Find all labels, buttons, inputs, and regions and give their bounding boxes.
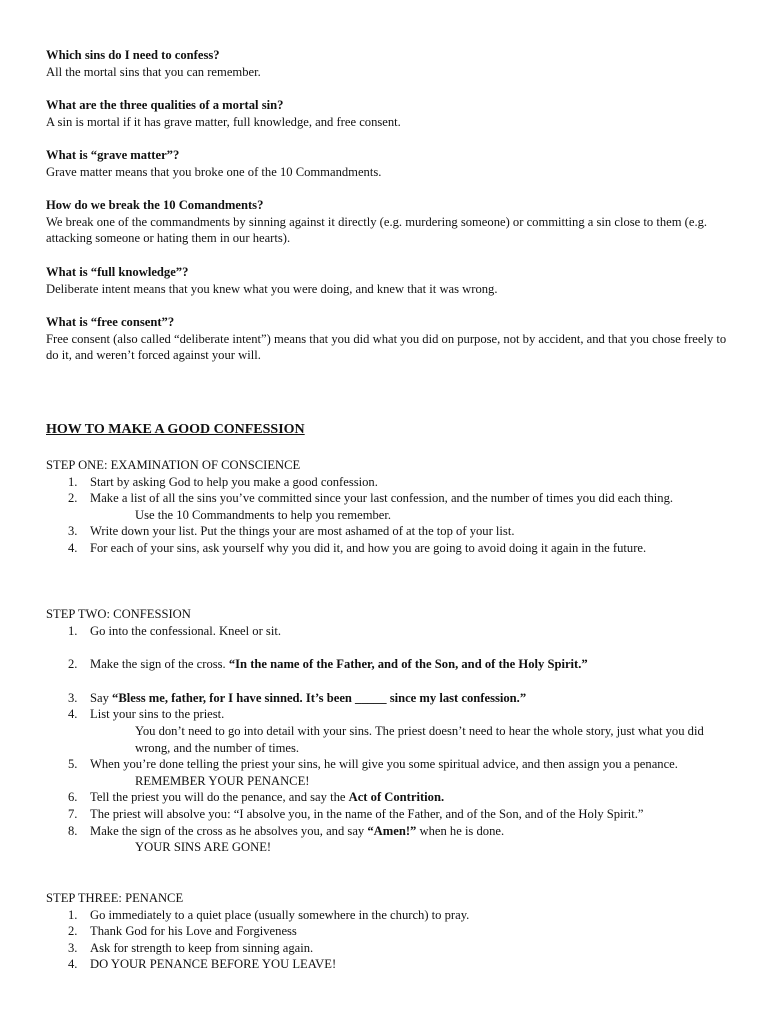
list-number: 4. bbox=[68, 957, 78, 972]
list-number: 2. bbox=[68, 657, 78, 672]
list-number: 4. bbox=[68, 540, 78, 555]
list-item bbox=[46, 474, 736, 491]
list-item-text: Make the sign of the cross. bbox=[90, 657, 229, 672]
list-item-bold-text: Act of Contrition. bbox=[348, 790, 445, 805]
step-list bbox=[46, 474, 736, 557]
list-item-bold-text: “Amen!” bbox=[367, 823, 417, 838]
list-item bbox=[46, 756, 736, 789]
list-item-subtext: YOUR SINS ARE GONE! bbox=[135, 840, 272, 855]
list-number: 8. bbox=[68, 823, 78, 838]
list-item bbox=[46, 690, 736, 707]
list-item bbox=[46, 806, 736, 823]
faq-answer: All the mortal sins that you can remember. bbox=[46, 64, 261, 79]
step-one-section bbox=[46, 457, 736, 557]
faq-item bbox=[46, 314, 736, 364]
faq-question: Which sins do I need to confess? bbox=[46, 48, 220, 62]
list-item-text: Make a list of all the sins you’ve committed since your last confession, and the number of times you did each thing. bbox=[90, 491, 674, 506]
list-item-subtext: You don’t need to go into detail with your sins. The priest doesn’t need to hear the whole story, just what you did wrong, and the number of times. bbox=[135, 723, 704, 755]
list-item bbox=[46, 789, 736, 806]
list-item-text: Make the sign of the cross as he absolves you, and say bbox=[90, 823, 368, 838]
list-item bbox=[46, 907, 736, 924]
list-item-text: DO YOUR PENANCE BEFORE YOU LEAVE! bbox=[90, 957, 337, 972]
list-item-text: Go into the confessional. Kneel or sit. bbox=[90, 623, 281, 638]
list-item-bold-text: “Bless me, father, for I have sinned. It’s been _____ since my last confession.” bbox=[112, 690, 527, 705]
list-number: 3. bbox=[68, 940, 78, 955]
list-item-bold-text: “In the name of the Father, and of the Son, and of the Holy Spirit.” bbox=[228, 657, 588, 672]
list-item-text: List your sins to the priest. bbox=[90, 707, 225, 722]
faq-question: What is “full knowledge”? bbox=[46, 265, 189, 279]
list-item-subtext: REMEMBER YOUR PENANCE! bbox=[135, 773, 310, 788]
list-item bbox=[46, 523, 736, 540]
list-number: 2. bbox=[68, 924, 78, 939]
step-list bbox=[46, 623, 736, 856]
list-item-text: Start by asking God to help you make a good confession. bbox=[90, 474, 378, 489]
step-two-section bbox=[46, 606, 736, 856]
list-item bbox=[46, 823, 736, 856]
list-item-subtext: Use the 10 Commandments to help you remember. bbox=[135, 507, 392, 522]
list-number: 1. bbox=[68, 623, 78, 638]
faq-item bbox=[46, 47, 736, 80]
faq-item bbox=[46, 147, 736, 180]
list-number: 7. bbox=[68, 806, 78, 821]
list-item-text: Say bbox=[90, 690, 113, 705]
list-item-text: Write down your list. Put the things your are most ashamed of at the top of your list. bbox=[90, 524, 515, 539]
list-number: 5. bbox=[68, 757, 78, 772]
list-item-text: The priest will absolve you: “I absolve you, in the name of the Father, and of the Son, and of the Holy Spirit.” bbox=[90, 806, 644, 821]
list-item bbox=[46, 940, 736, 957]
step-three-section bbox=[46, 890, 736, 973]
list-item-text: Thank God for his Love and Forgiveness bbox=[90, 924, 297, 939]
faq-question: What is “grave matter”? bbox=[46, 148, 180, 162]
faq-answer: Grave matter means that you broke one of the 10 Commandments. bbox=[46, 164, 382, 179]
faq-item bbox=[46, 97, 736, 130]
list-item bbox=[46, 923, 736, 940]
step-title: STEP THREE: PENANCE bbox=[46, 891, 184, 905]
list-number: 2. bbox=[68, 491, 78, 506]
list-number: 1. bbox=[68, 907, 78, 922]
list-item bbox=[46, 623, 736, 640]
step-title: STEP ONE: EXAMINATION OF CONSCIENCE bbox=[46, 458, 301, 472]
list-item bbox=[46, 706, 736, 756]
faq-answer: Deliberate intent means that you knew what you were doing, and knew that it was wrong. bbox=[46, 281, 498, 296]
section-heading: HOW TO MAKE A GOOD CONFESSION bbox=[46, 422, 305, 437]
list-item-text: Go immediately to a quiet place (usually somewhere in the church) to pray. bbox=[90, 907, 470, 922]
list-number: 6. bbox=[68, 790, 78, 805]
list-item-text: For each of your sins, ask yourself why you did it, and how you are going to avoid doing it again in the future. bbox=[90, 540, 647, 555]
faq-answer: A sin is mortal if it has grave matter, full knowledge, and free consent. bbox=[46, 114, 401, 129]
list-number: 1. bbox=[68, 474, 78, 489]
list-number: 3. bbox=[68, 524, 78, 539]
list-item bbox=[46, 540, 736, 557]
list-item-text: Ask for strength to keep from sinning again. bbox=[90, 940, 314, 955]
step-title: STEP TWO: CONFESSION bbox=[46, 607, 191, 621]
list-item-text: When you’re done telling the priest your sins, he will give you some spiritual advice, and then assign you a penance. bbox=[90, 757, 678, 772]
list-item bbox=[46, 956, 736, 973]
list-item-text: Tell the priest you will do the penance, and say the bbox=[90, 790, 349, 805]
faq-answer: We break one of the commandments by sinning against it directly (e.g. murdering someone) or committing a sin close to them (e.g. attacking someone or hating them in our hearts). bbox=[46, 214, 708, 246]
step-list bbox=[46, 907, 736, 973]
faq-item bbox=[46, 197, 736, 247]
list-number: 4. bbox=[68, 707, 78, 722]
faq-question: What are the three qualities of a mortal sin? bbox=[46, 98, 284, 112]
faq-answer: Free consent (also called “deliberate intent”) means that you did what you did on purpose, not by accident, and that you chose freely to do it, and weren’t forced against your will. bbox=[46, 331, 727, 363]
list-number: 3. bbox=[68, 690, 78, 705]
list-item bbox=[46, 490, 736, 523]
faq-question: How do we break the 10 Comandments? bbox=[46, 198, 264, 212]
list-item bbox=[46, 656, 736, 673]
list-item-text: when he is done. bbox=[416, 823, 505, 838]
faq-question: What is “free consent”? bbox=[46, 315, 175, 329]
faq-item bbox=[46, 264, 736, 297]
